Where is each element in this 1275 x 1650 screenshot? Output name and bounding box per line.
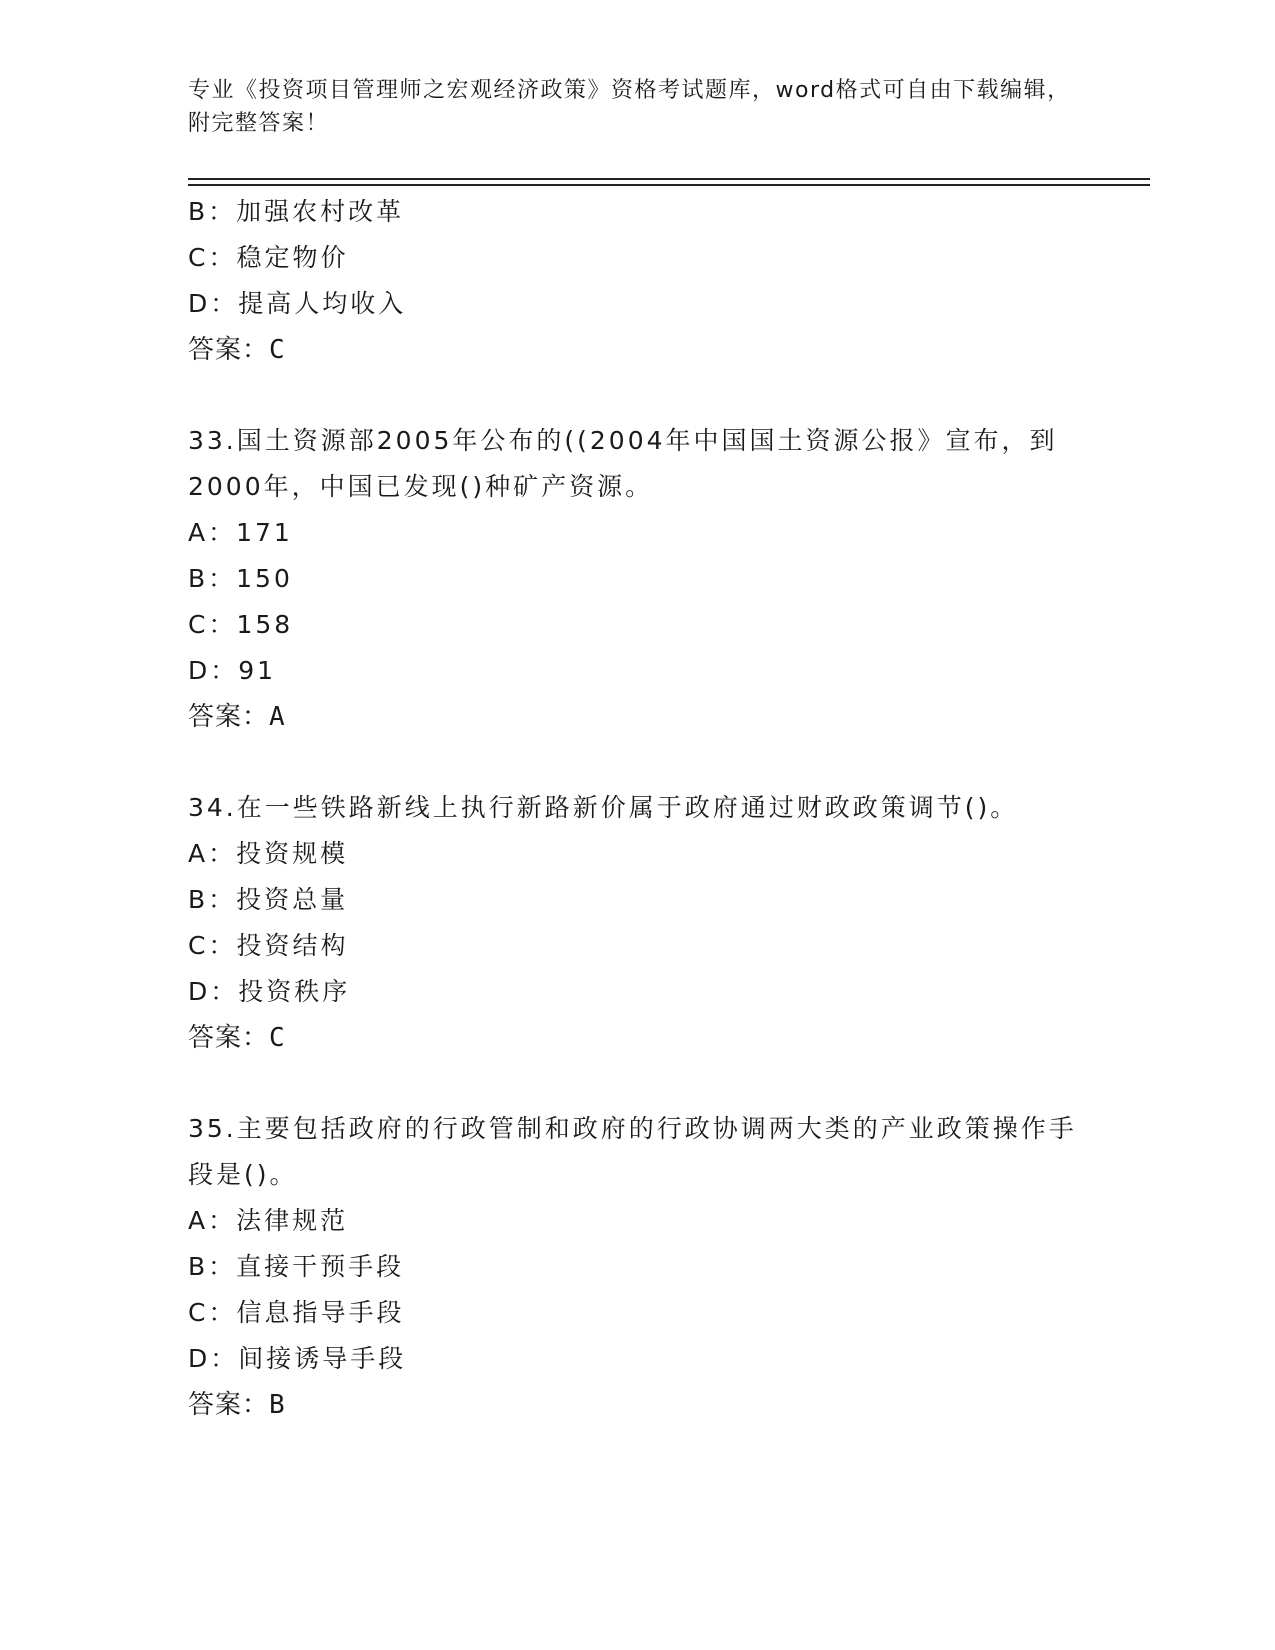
answer-line — [188, 1015, 1088, 1061]
question-stem: 33.国土资源部2005年公布的((2004年中国国土资源公报》宣布，到2000年，中国已发现()种矿产资源。 — [188, 426, 1058, 501]
question-stem: 34.在一些铁路新线上执行新路新价属于政府通过财政政策调节()。 — [188, 793, 1019, 822]
option-d: D：91 — [188, 656, 277, 685]
question-32-partial — [188, 189, 1088, 373]
answer-line — [188, 327, 1088, 373]
answer-label: 答案： — [188, 1390, 270, 1420]
option-a: A：法律规范 — [188, 1206, 349, 1235]
option-c: C：稳定物价 — [188, 243, 349, 272]
question-33 — [188, 418, 1088, 740]
option-d: D：提高人均收入 — [188, 289, 407, 318]
answer-line — [188, 694, 1088, 740]
option-b: B：投资总量 — [188, 885, 349, 914]
answer-value: C — [269, 335, 286, 365]
question-stem: 35.主要包括政府的行政管制和政府的行政协调两大类的产业政策操作手段是()。 — [188, 1114, 1077, 1189]
answer-label: 答案： — [188, 335, 270, 365]
question-35 — [188, 1106, 1088, 1428]
answer-value: B — [269, 1390, 286, 1420]
option-c: C：158 — [188, 610, 294, 639]
answer-label: 答案： — [188, 1023, 270, 1053]
option-c: C：投资结构 — [188, 931, 349, 960]
question-34 — [188, 785, 1088, 1061]
option-a: A：投资规模 — [188, 839, 349, 868]
option-b: B：加强农村改革 — [188, 197, 405, 226]
document-header: 专业《投资项目管理师之宏观经济政策》资格考试题库，word格式可自由下载编辑，附完整答案！ — [188, 78, 1071, 136]
header-divider-top — [188, 178, 1150, 180]
answer-value: C — [269, 1023, 286, 1053]
option-b: B：直接干预手段 — [188, 1252, 405, 1281]
option-d: D：投资秩序 — [188, 977, 351, 1006]
answer-line — [188, 1382, 1088, 1428]
question-list — [188, 189, 1088, 1428]
answer-value: A — [269, 702, 286, 732]
option-a: A：171 — [188, 518, 293, 547]
option-d: D：间接诱导手段 — [188, 1344, 407, 1373]
option-b: B：150 — [188, 564, 293, 593]
answer-label: 答案： — [188, 702, 270, 732]
option-c: C：信息指导手段 — [188, 1298, 405, 1327]
header-divider-bottom — [188, 184, 1150, 186]
